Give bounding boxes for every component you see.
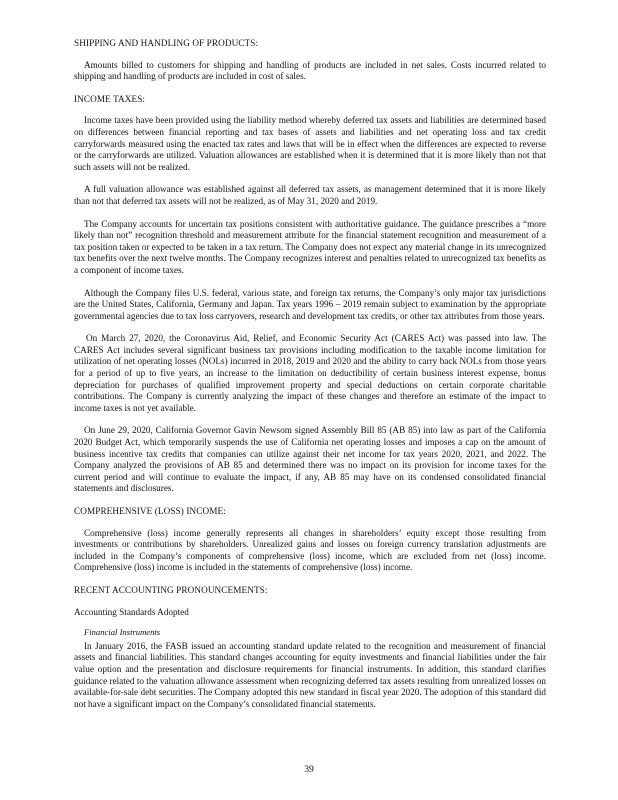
financial-instruments-paragraph: In January 2016, the FASB issued an accounting standard update related to the recognition and measurement of financial assets and financial liabilities. This standard changes accounting for equity investments and financial liabilities under the fair value option and the presentation and disclosure requirements for financial instruments. In addition, this standard clarifies guidance related to the valuation allowance assessment when recognizing deferred tax assets resulting from unrealized losses on available-for-sale debt securities. The Company adopted this new standard in fiscal year 2020. The adoption of this standard did not have a significant impact on the Company’s consolidated financial statements. [74,640,546,709]
section-heading-recent-pronouncements: RECENT ACCOUNTING PRONOUNCEMENTS: [74,584,268,595]
income-taxes-paragraph-4: Although the Company files U.S. federal, various state, and foreign tax returns, the Company’s only major tax jurisdictions are the United States, California, Germany and Japan. Tax years 1996 – 2019 remain subject to examination by the appropriate governmental agencies due to tax loss carryovers, research and development tax credits, or other tax attributes from those years. [74,287,546,321]
income-taxes-paragraph-6: On June 29, 2020, California Governor Gavin Newsom signed Assembly Bill 85 (AB 85) into law as part of the California 2020 Budget Act, which temporarily suspends the use of California net operating losses and imposes a cap on the amount of business incentive tax credits that companies can utilize against their net income for tax years 2020, 2021, and 2022. The Company analyzed the provisions of AB 85 and determined there was no impact on its provision for income taxes for the current period and will continue to evaluate the impact, if any, AB 85 may have on its condensed consolidated financial statements and disclosures. [74,425,546,494]
income-taxes-paragraph-5: On March 27, 2020, the Coronavirus Aid, Relief, and Economic Security Act (CARES Act) was passed into law. The CARES Act includes several significant business tax provisions including modification to the taxable income limitation for utilization of net operating losses (NOLs) incurred in 2018, 2019 and 2020 and the ability to carry back NOLs from those years for a period of up to five years, an increase to the limitation on deductibility of certain business interest expense, bonus depreciation for purchases of qualified improvement property and special deductions on certain corporate charitable contributions. The Company is currently analyzing the impact of these changes and therefore an estimate of the impact to income taxes is not yet available. [74,333,546,413]
income-taxes-paragraph-3: The Company accounts for uncertain tax positions consistent with authoritative guidance. The guidance prescribes a “more likely than not” recognition threshold and measurement attribute for the financial statement recognition and measurement of a tax position taken or expected to be taken in a tax return. The Company does not expect any material change in its unrecognized tax benefits over the next twelve months. The Company recognizes interest and penalties related to unrecognized tax benefits as a component of income taxes. [74,218,546,275]
income-taxes-paragraph-1: Income taxes have been provided using the liability method whereby deferred tax assets and liabilities are determined based on differences between financial reporting and tax bases of assets and liabilities and net operating loss and tax credit carryforwards measured using the enacted tax rates and laws that will be in effect when the differences are expected to reverse or the carryforwards are utilized. Valuation allowances are established when it is determined that it is more likely than not that such assets will not be realized. [74,115,546,172]
document-page [74,38,546,721]
section-heading-income-taxes: INCOME TAXES: [74,93,146,104]
section-heading-comprehensive: COMPREHENSIVE (LOSS) INCOME: [74,506,226,516]
italic-label-financial-instruments: Financial Instruments [84,627,161,638]
shipping-paragraph: Amounts billed to customers for shipping and handling of products are included in net sales. Costs incurred related to shipping and handling of products are included in cost of sales. [74,59,546,82]
income-taxes-paragraph-2: A full valuation allowance was established against all deferred tax assets, as management determined that it is more likely than not that deferred tax assets will not be realized, as of May 31, 2020 and 2019. [74,184,546,206]
section-heading-shipping: SHIPPING AND HANDLING OF PRODUCTS: [74,38,259,48]
page-number: 39 [304,764,314,775]
subheading-standards-adopted: Accounting Standards Adopted [74,606,189,617]
comprehensive-paragraph: Comprehensive (loss) income generally represents all changes in shareholders’ equity except those resulting from investments or contributions by shareholders. Unrealized gains and losses on foreign currency translation adjustments are included in the Company’s components of comprehensive (loss) income, which are excluded from net (loss) income. Comprehensive (loss) income is included in the statements of comprehensive (loss) income. [74,527,546,573]
